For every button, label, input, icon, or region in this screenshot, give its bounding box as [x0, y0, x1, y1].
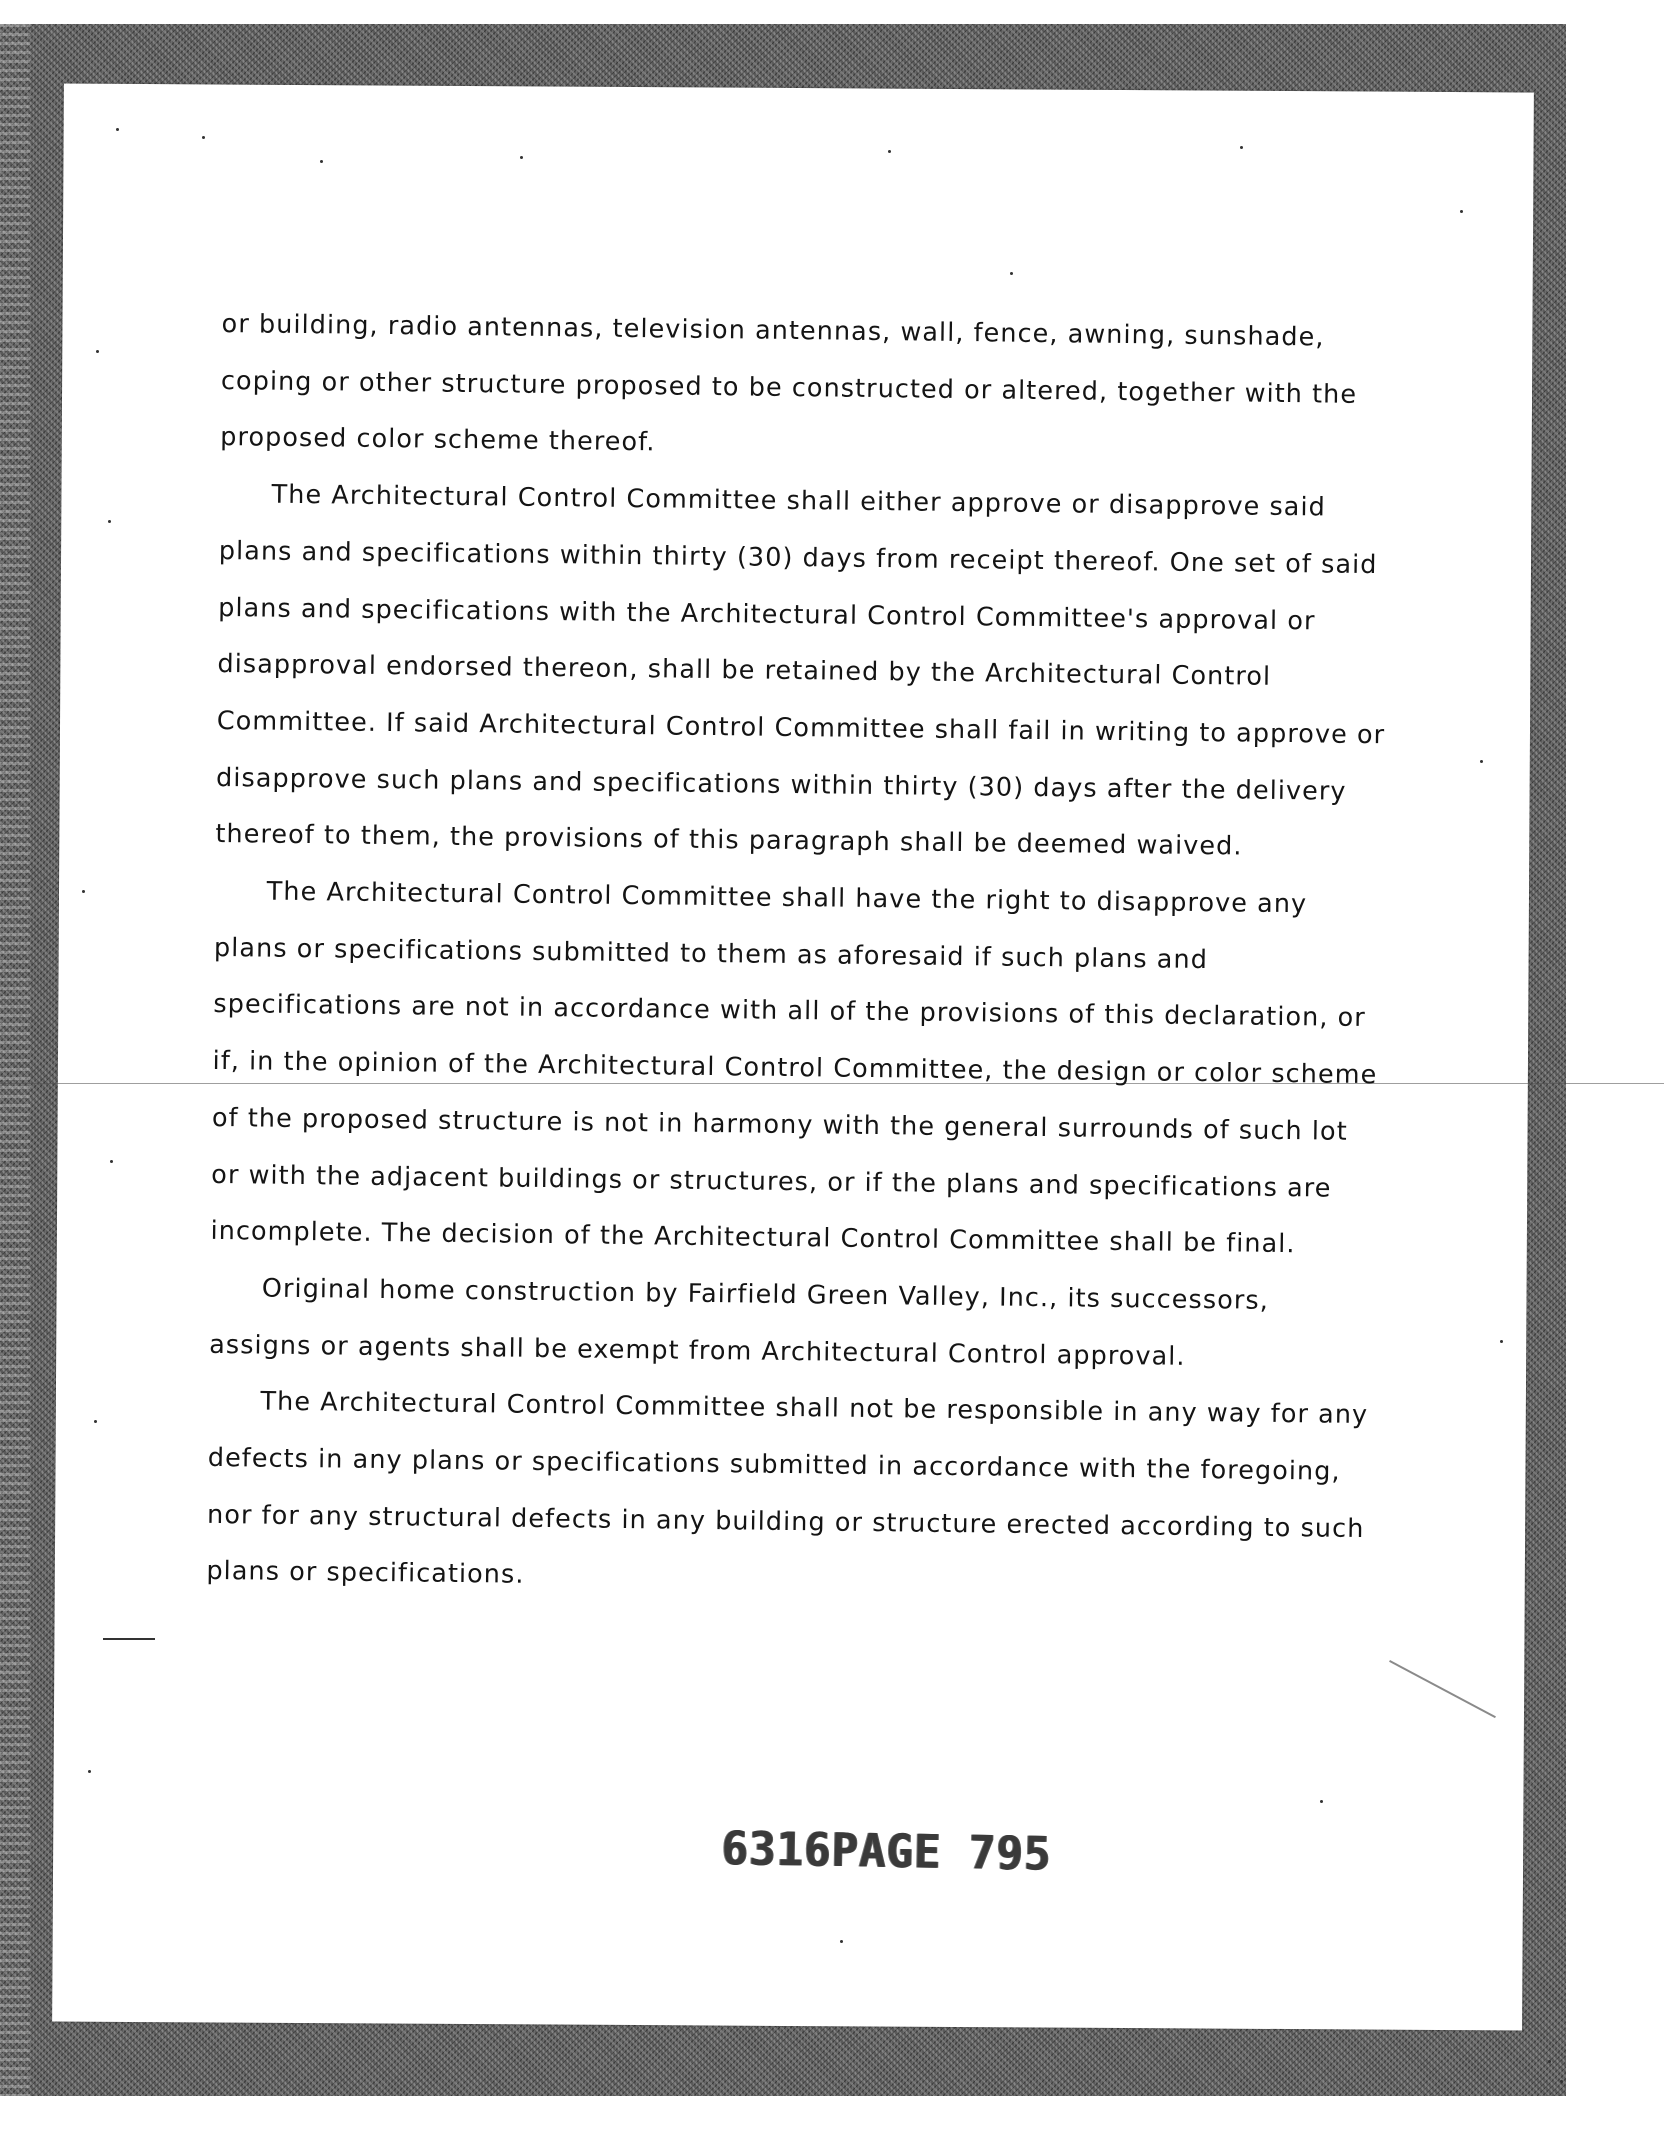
scan-speck: [1460, 210, 1463, 213]
paragraph-p3: The Architectural Control Committee shall have the right to disapprove any plans or specifications submitted to them as aforesaid if such plans and specifications are not in accordance with all of the provisions of this declaration, or if, in the opinion of the Architectural Control Committee, the design or color scheme of the proposed structure is not in harmony with the general surrounds of such lot or with the adjacent buildings or structures, or if the plans and specifications are incomplete. The decision of the Architectural Control Committee shall be final.: [210, 876, 1378, 1260]
paragraph-p4: Original home construction by Fairfield Green Valley, Inc., its successors, assigns or agents shall be exempt from Architectural Control approval.: [209, 1273, 1270, 1372]
scan-speck: [202, 136, 205, 139]
scan-speck: [116, 128, 119, 131]
scan-speck: [1548, 2060, 1551, 2063]
paragraph-p2: The Architectural Control Committee shall either approve or disapprove said plans and specifications within thirty (30) days from receipt thereof. One set of said plans and specifications with the Architectural Control Committee's approval or disapproval endorsed thereon, shall be retained by the Architectural Control Committee. If said Architectural Control Committee shall fail in writing to approve or disapprove such plans and specifications within thirty (30) days after the delivery thereof to them, the provisions of this paragraph shall be deemed waived.: [215, 479, 1386, 862]
scan-speck: [1320, 1800, 1323, 1803]
document-body: [206, 296, 1392, 1614]
scan-speck: [94, 1420, 97, 1423]
paragraph-p1: or building, radio antennas, television antennas, wall, fence, awning, sunshade, coping or other structure proposed to be constructed or altered, together with the proposed color scheme thereof.: [220, 308, 1358, 458]
margin-mark: [103, 1638, 155, 1640]
scan-speck: [1240, 146, 1243, 149]
scan-speck: [1500, 1340, 1503, 1343]
scan-speck: [88, 1770, 91, 1773]
scan-speck: [110, 1160, 113, 1163]
scan-speck: [520, 156, 523, 159]
scan-speck: [840, 1940, 843, 1943]
scan-speck: [108, 520, 111, 523]
scan-speck: [888, 150, 891, 153]
scan-border-left-edge: [0, 24, 30, 2096]
scan-speck: [1480, 760, 1483, 763]
book-page-stamp: 6316PAGE 795: [721, 1822, 1052, 1882]
scan-speck: [1010, 272, 1013, 275]
scan-speck: [96, 350, 99, 353]
scan-speck: [82, 890, 85, 893]
scan-speck: [320, 160, 323, 163]
paragraph-p5: The Architectural Control Committee shall not be responsible in any way for any defects in any plans or specifications submitted in accordance with the foregoing, nor for any structural defects in any building or structure erected according to such plans or specifications.: [206, 1386, 1369, 1591]
scan-speck: [1560, 2080, 1563, 2083]
